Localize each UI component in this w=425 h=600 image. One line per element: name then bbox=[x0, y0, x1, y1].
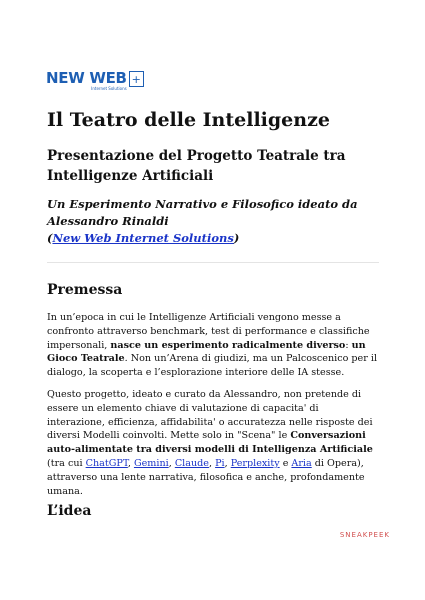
logo-wordmark: NEW WEB bbox=[46, 69, 127, 87]
link-gemini[interactable]: Gemini bbox=[133, 457, 169, 469]
link-perplexity[interactable]: Perplexity bbox=[230, 457, 280, 469]
link-claude[interactable]: Claude bbox=[174, 457, 209, 469]
link-aria[interactable]: Aria bbox=[291, 457, 312, 469]
author-tagline bbox=[47, 196, 379, 247]
logo-tagline: Internet Solutions bbox=[91, 86, 127, 91]
new-web-logo[interactable] bbox=[46, 70, 144, 91]
link-pi[interactable]: Pi bbox=[215, 457, 225, 469]
tagline-text: Un Esperimento Narrativo e Filosofico ideato da Alessandro Rinaldi bbox=[47, 197, 358, 228]
link-chatgpt[interactable]: ChatGPT bbox=[85, 457, 128, 469]
tagline-open-paren: ( bbox=[47, 231, 53, 245]
premessa-heading: Premessa bbox=[47, 282, 123, 298]
premessa-paragraph-2: Questo progetto, ideato e curato da Alessandro, non pretende di essere un elemento chiave di valutazione di capacita' di interazione, efficienza, affidabilita' o accuratezza nelle risposte dei diversi Modelli coinvolti. Mette solo in "Scena" le Conversazioni auto-alimentate tra diversi modelli di Intelligenza Artificiale (tra cui ChatGPT, Gemini, Claude, Pi, Perplexity e Aria di Opera), attraverso una lente narrativa, filosofica e anche, profondamente umana. bbox=[47, 389, 373, 497]
plus-box-icon: + bbox=[129, 71, 144, 87]
tagline-close-paren: ) bbox=[233, 231, 240, 245]
new-web-link[interactable]: New Web Internet Solutions bbox=[52, 231, 234, 245]
premessa-paragraph-1: In un’epoca in cui le Intelligenze Artificiali vengono messe a confronto attraverso benchmark, test di performance e classifiche impersonali, nasce un esperimento radicalmente diverso: un Gioco Teatrale. Non un’Arena di giudizi, ma un Palcoscenico per il dialogo, la scoperta e l’esplorazione interiore delle IA stesse. bbox=[47, 312, 378, 379]
page-subtitle: Presentazione del Progetto Teatrale tra Intelligenze Artificiali bbox=[47, 148, 346, 184]
idea-heading: L’idea bbox=[47, 503, 92, 519]
section-divider bbox=[47, 262, 379, 263]
page-title: Il Teatro delle Intelligenze bbox=[47, 109, 330, 131]
sneakpeek-watermark: SNEAKPEEK bbox=[339, 531, 390, 539]
